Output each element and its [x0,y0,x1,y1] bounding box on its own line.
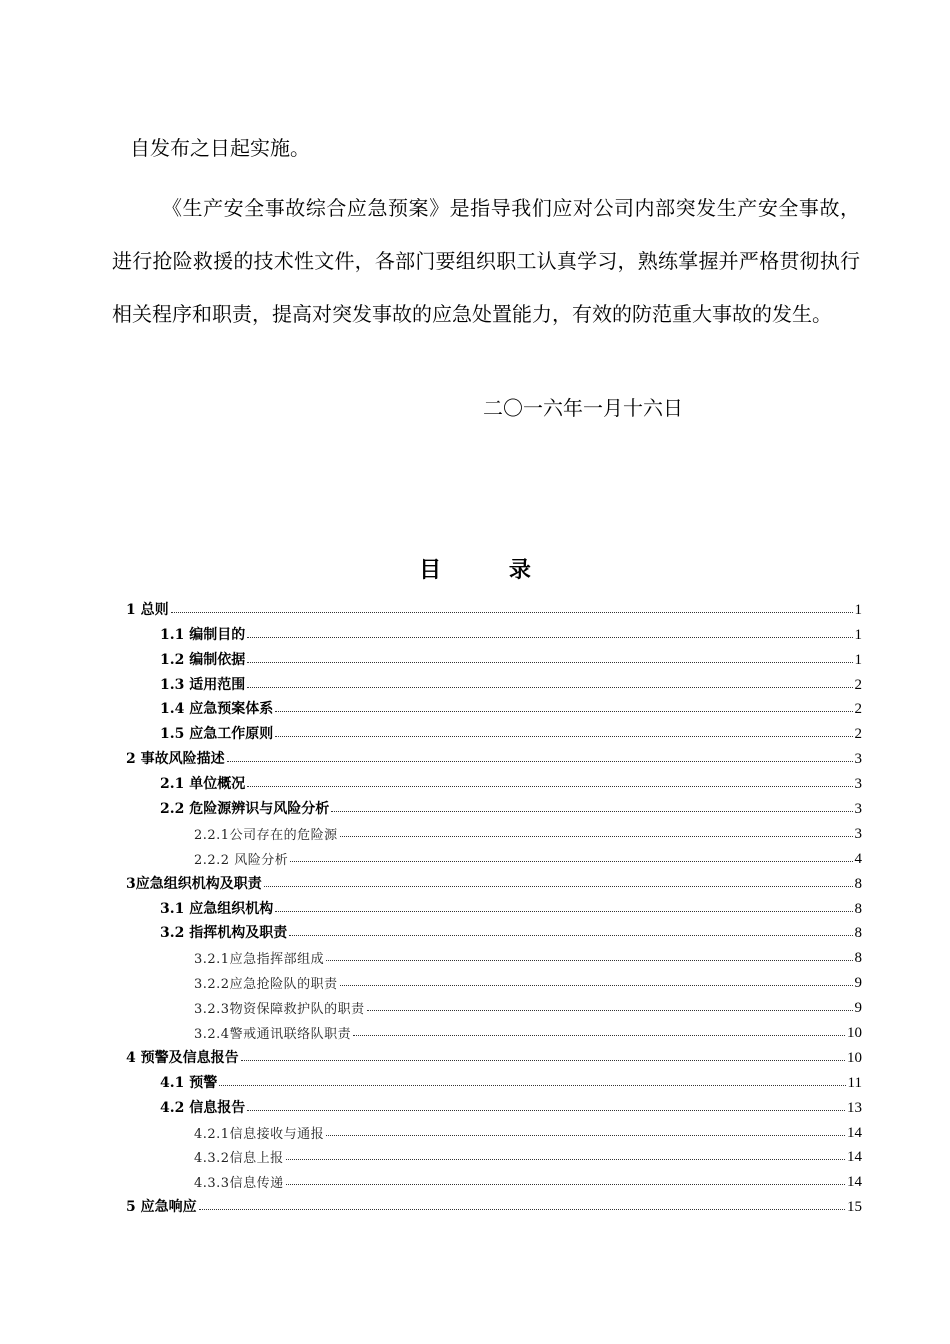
toc-entry-label: 1.1 编制目的 [160,626,246,643]
toc-leader-dots [275,735,852,737]
toc-entry[interactable] [126,743,862,768]
toc-entry[interactable] [126,818,862,843]
toc-entry-label: 4.3.3信息传递 [194,1176,284,1192]
toc-entry[interactable] [126,1191,862,1216]
body-paragraph-2: 《生产安全事故综合应急预案》是指导我们应对公司内部突发生产安全事故，进行抢险救援的技术性文件，各部门要组织职工认真学习，熟练掌握并严格贯彻执行相关程序和职责，提高对突发事故的应急处置能力，有效的防范重大事故的发生。 [112,196,860,326]
toc-leader-dots [171,611,853,613]
toc-entry-label: 3.2.4警戒通讯联络队职责 [194,1027,352,1043]
toc-leader-dots [241,1059,845,1061]
toc-entry-label: 4.1 预警 [160,1074,218,1091]
toc-leader-dots [290,860,852,862]
toc-entry[interactable] [126,1067,862,1092]
toc-entry-page: 4 [854,850,862,867]
toc-leader-dots [289,934,852,936]
toc-leader-dots [340,835,853,837]
toc-entry[interactable] [126,718,862,743]
toc-entry-page: 8 [854,900,862,917]
toc-leader-dots [326,1134,845,1136]
toc-entry[interactable] [126,918,862,943]
toc-entry-page: 2 [854,701,862,718]
toc-entry[interactable] [126,1092,862,1117]
toc-entry[interactable] [126,1142,862,1167]
toc-leader-dots [353,1034,845,1036]
toc-leader-dots [227,760,853,762]
toc-entry-page: 11 [847,1074,862,1091]
toc-leader-dots [340,984,853,986]
toc-entry[interactable] [126,594,862,619]
toc-entry-page: 2 [854,676,862,693]
toc-entry[interactable] [126,843,862,868]
toc-leader-dots [247,1109,845,1111]
toc-leader-dots [286,1183,845,1185]
toc-leader-dots [247,785,852,787]
toc-entry[interactable] [126,644,862,669]
toc-entry-label: 4 预警及信息报告 [126,1049,239,1066]
toc-entry-label: 1.3 适用范围 [160,676,246,693]
toc-entry-label: 3.2.3物资保障救护队的职责 [194,1002,365,1018]
toc-leader-dots [219,1084,845,1086]
toc-title-char-2: 录 [508,557,531,583]
toc-entry[interactable] [126,1117,862,1142]
toc-entry-label: 2.2 危险源辨识与风险分析 [160,801,330,818]
toc-entry-page: 9 [854,975,862,992]
toc-entry-page: 14 [847,1174,862,1191]
toc-entry[interactable] [126,893,862,918]
toc-entry-label: 1.5 应急工作原则 [160,726,274,743]
toc-leader-dots [264,885,853,887]
toc-entry-label: 5 应急响应 [126,1199,197,1216]
toc-entry[interactable] [126,1017,862,1042]
toc-entry-page: 3 [854,825,862,842]
toc-entry-label: 3应急组织机构及职责 [126,875,262,892]
toc-entry-page: 8 [854,875,862,892]
toc-entry-label: 3.1 应急组织机构 [160,900,274,917]
toc-entry[interactable] [126,619,862,644]
toc-entry-label: 2.2.2 风险分析 [194,852,289,868]
toc-leader-dots [286,1158,845,1160]
toc-entry-label: 4.2 信息报告 [160,1099,246,1116]
toc-leader-dots [326,959,852,961]
toc-entry[interactable] [126,868,862,893]
toc-entry-page: 13 [847,1099,862,1116]
toc-entry-label: 4.2.1信息接收与通报 [194,1126,325,1142]
toc-leader-dots [199,1208,845,1210]
toc-entry-page: 8 [854,925,862,942]
toc-entry[interactable] [126,694,862,719]
toc-entry-page: 10 [847,1049,862,1066]
body-paragraph-1: 自发布之日起实施。 [130,136,310,160]
toc-entry-label: 4.3.2信息上报 [194,1151,284,1167]
toc-entry[interactable] [126,669,862,694]
toc-entry-label: 1.2 编制依据 [160,651,246,668]
toc-entry-page: 3 [854,776,862,793]
table-of-contents [126,594,862,1216]
toc-entry[interactable] [126,967,862,992]
issue-date: 二〇一六年一月十六日 [483,396,683,420]
toc-leader-dots [275,910,852,912]
toc-entry-label: 3.2.1应急指挥部组成 [194,952,325,968]
toc-entry-page: 9 [854,1000,862,1017]
toc-leader-dots [247,661,852,663]
toc-entry-page: 1 [854,651,862,668]
toc-leader-dots [367,1009,853,1011]
toc-title-char-1: 目 [419,557,442,583]
toc-entry-page: 1 [854,601,862,618]
toc-entry-label: 3.2 指挥机构及职责 [160,925,288,942]
toc-entry[interactable] [126,1042,862,1067]
toc-entry-page: 3 [854,751,862,768]
toc-entry-label: 1.4 应急预案体系 [160,701,274,718]
toc-entry[interactable] [126,793,862,818]
toc-entry-label: 2.2.1公司存在的危险源 [194,827,338,843]
toc-entry-label: 2.1 单位概况 [160,776,246,793]
toc-entry-page: 8 [854,950,862,967]
toc-title [0,553,950,584]
toc-entry[interactable] [126,768,862,793]
toc-entry-page: 1 [854,626,862,643]
toc-leader-dots [247,636,852,638]
toc-leader-dots [247,686,852,688]
toc-entry-page: 3 [854,801,862,818]
toc-entry[interactable] [126,942,862,967]
toc-entry-page: 10 [847,1025,862,1042]
toc-entry[interactable] [126,992,862,1017]
toc-entry-label: 2 事故风险描述 [126,751,225,768]
toc-entry-page: 15 [847,1199,862,1216]
toc-entry-page: 2 [854,726,862,743]
toc-entry-page: 14 [847,1149,862,1166]
toc-leader-dots [275,710,852,712]
toc-entry-page: 14 [847,1124,862,1141]
toc-leader-dots [331,810,852,812]
toc-entry-label: 3.2.2应急抢险队的职责 [194,977,338,993]
toc-entry[interactable] [126,1166,862,1191]
toc-entry-label: 1 总则 [126,601,169,618]
